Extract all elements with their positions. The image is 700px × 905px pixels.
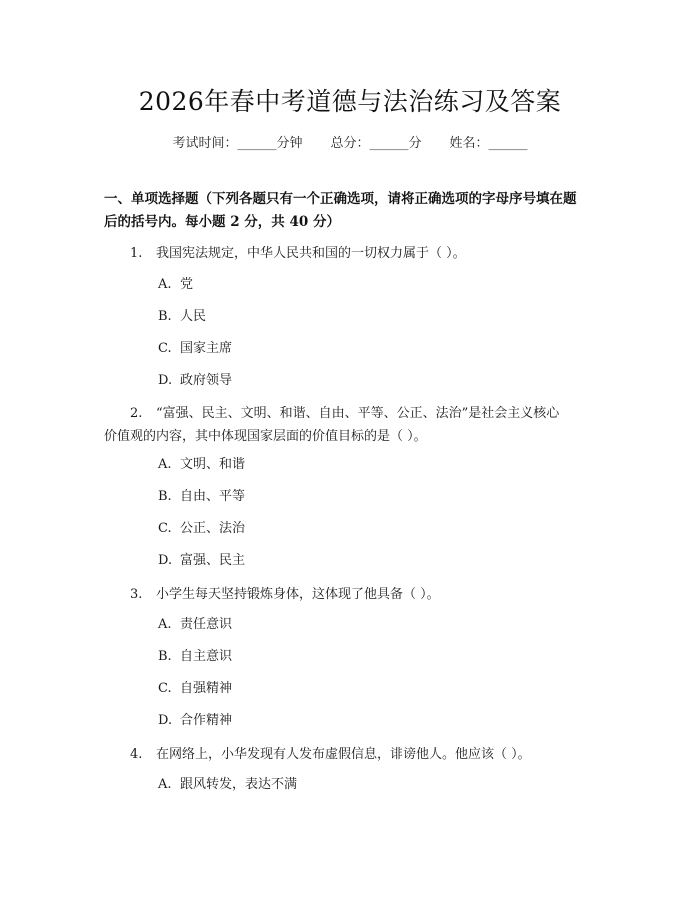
student-name: 姓名：______: [449, 136, 528, 151]
question-number: 1.: [130, 246, 143, 261]
option-letter: B.: [158, 489, 172, 504]
question-text: 小学生每天坚持锻炼身体，这体现了他具备（ ）。: [156, 587, 440, 602]
question-3-option-a: [158, 615, 232, 635]
question-2: [104, 402, 604, 448]
question-2-option-d: [158, 551, 245, 571]
option-text: 自由、平等: [180, 489, 246, 504]
question-2-option-b: [158, 487, 245, 507]
option-text: 文明、和谐: [180, 457, 246, 472]
question-number: 3.: [130, 587, 143, 602]
exam-time: 考试时间：______分钟: [172, 136, 303, 151]
page-title: 2026年春中考道德与法治练习及答案: [138, 87, 562, 116]
option-text: 自主意识: [180, 649, 233, 664]
option-text: 自强精神: [180, 681, 233, 696]
question-number: 2.: [130, 406, 143, 421]
question-3-option-b: [158, 647, 232, 667]
option-text: 责任意识: [180, 617, 233, 632]
question-1-option-d: [158, 371, 232, 391]
question-3-option-c: [158, 679, 232, 699]
question-1-option-b: [158, 307, 206, 327]
option-letter: D.: [158, 373, 173, 388]
option-letter: C.: [158, 521, 172, 536]
question-text-continued: 价值观的内容，其中体现国家层面的价值目标的是（ ）。: [104, 429, 427, 444]
option-text: 公正、法治: [180, 521, 246, 536]
question-1: [104, 242, 604, 265]
option-letter: D.: [158, 553, 173, 568]
option-text: 政府领导: [180, 373, 233, 388]
question-1-option-c: [158, 339, 232, 359]
section-heading-line-1: 一、单项选择题（下列各题只有一个正确选项，请将正确选项的字母序号填在题: [104, 191, 577, 207]
option-text: 党: [180, 277, 194, 292]
section-heading-line-2: 后的括号内。每小题 2 分，共 40 分）: [104, 214, 340, 230]
question-3-option-d: [158, 711, 232, 731]
option-letter: D.: [158, 713, 173, 728]
question-number: 4.: [130, 747, 143, 762]
option-text: 富强、民主: [180, 553, 246, 568]
section-heading: [104, 188, 604, 234]
question-4-option-a: [158, 775, 297, 795]
option-letter: C.: [158, 341, 172, 356]
option-text: 人民: [180, 309, 207, 324]
question-2-option-c: [158, 519, 245, 539]
question-4: [104, 743, 604, 766]
option-letter: A.: [158, 457, 172, 472]
option-letter: A.: [158, 777, 172, 792]
option-text: 跟风转发，表达不满: [180, 777, 298, 792]
option-letter: A.: [158, 617, 172, 632]
option-letter: C.: [158, 681, 172, 696]
option-text: 合作精神: [180, 713, 233, 728]
question-2-option-a: [158, 455, 245, 475]
question-3: [104, 583, 604, 606]
option-letter: A.: [158, 277, 172, 292]
option-letter: B.: [158, 309, 172, 324]
question-1-option-a: [158, 275, 193, 295]
exam-meta: [0, 132, 700, 151]
exam-score: 总分：______分: [330, 136, 422, 151]
question-text: 我国宪法规定，中华人民共和国的一切权力属于（ ）。: [156, 246, 466, 261]
question-text: “富强、民主、文明、和谐、自由、平等、公正、法治”是社会主义核心: [156, 406, 560, 421]
option-letter: B.: [158, 649, 172, 664]
option-text: 国家主席: [180, 341, 233, 356]
question-text: 在网络上，小华发现有人发布虚假信息，诽谤他人。他应该（ ）。: [156, 747, 531, 762]
